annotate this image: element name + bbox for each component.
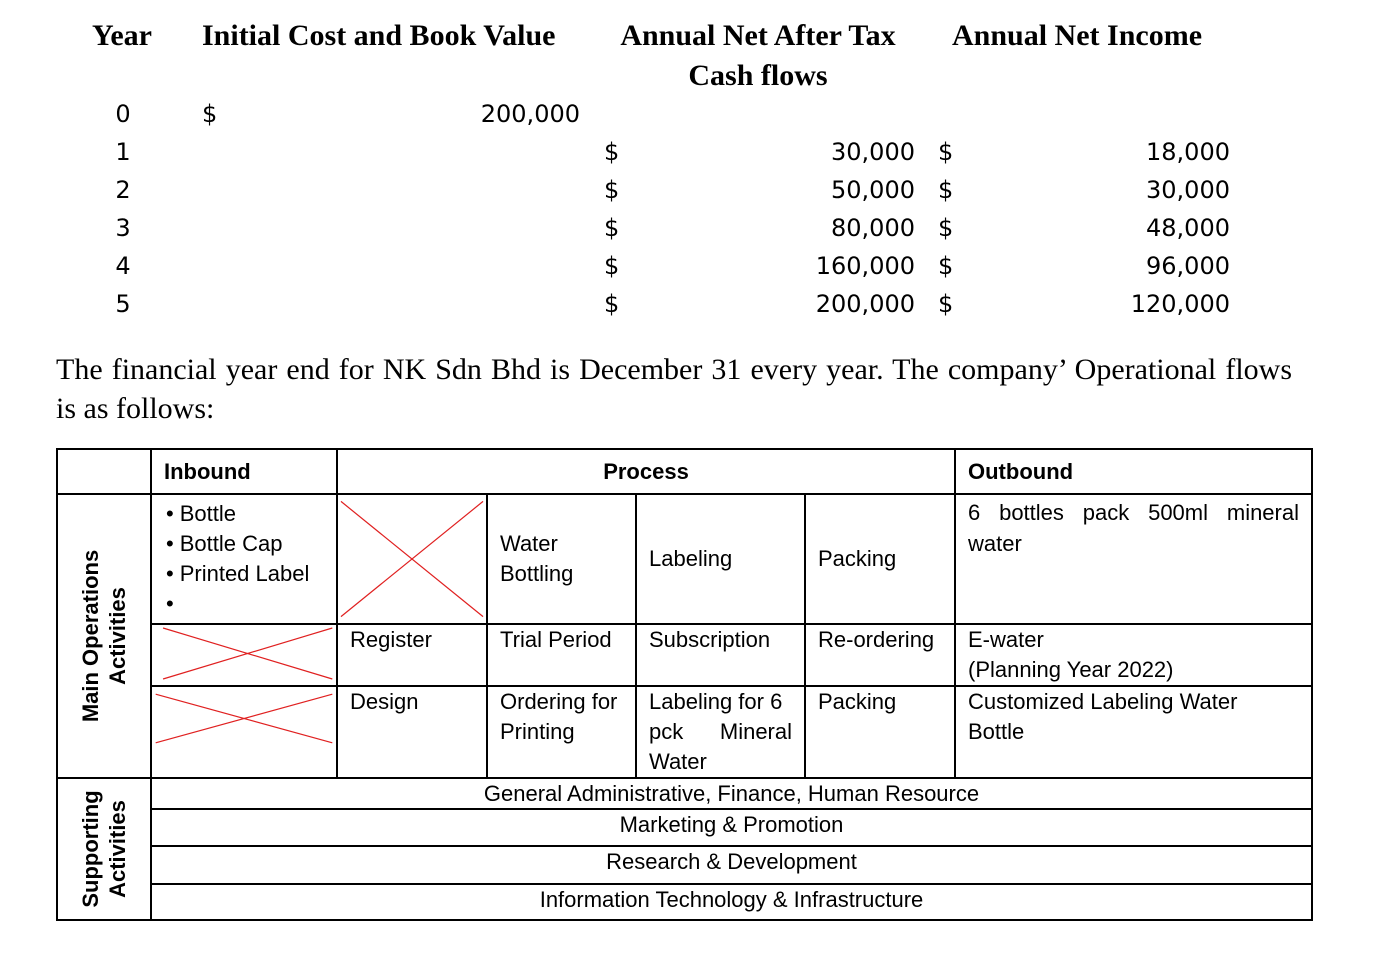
- header-after-tax-line1: Annual Net After Tax: [620, 19, 896, 52]
- year-cell: 5: [115, 290, 131, 318]
- supporting-label-line1: Supporting: [78, 790, 103, 908]
- main-row-1: [57, 494, 1312, 624]
- step-design: Design: [337, 686, 487, 778]
- cash-flow-value: 160,000: [815, 252, 915, 280]
- inbound-items-cell: [151, 494, 337, 624]
- supporting-activity: Marketing & Promotion: [151, 809, 1312, 846]
- outbound-e-water-line1: E-water: [968, 627, 1044, 652]
- year-cell: 0: [115, 100, 131, 128]
- step-labeling-6-pack: [636, 686, 805, 778]
- dollar-sign: $: [938, 290, 954, 318]
- year-cell: 2: [115, 176, 131, 204]
- net-income-value: 96,000: [1146, 252, 1230, 280]
- outbound-mineral-water: 6 bottles pack 500ml mineral water: [955, 494, 1312, 624]
- operational-flows-paragraph: The financial year end for NK Sdn Bhd is December 31 every year. The company’ Operational flows is as follows:: [56, 353, 1292, 425]
- step-register: Register: [337, 624, 487, 686]
- main-row-3: [57, 686, 1312, 778]
- cash-flow-value: 80,000: [831, 214, 915, 242]
- dollar-sign: $: [938, 138, 954, 166]
- supporting-activities-label: [77, 790, 131, 907]
- outbound-header: Outbound: [955, 449, 1312, 494]
- dollar-sign: $: [604, 138, 620, 166]
- value-chain-table: [56, 448, 1313, 921]
- step-packing: Packing: [805, 494, 955, 624]
- crossed-out-cell: [337, 494, 487, 624]
- main-label-line1: Main Operations: [78, 549, 103, 723]
- inbound-list: [156, 499, 324, 619]
- inbound-item: • Bottle: [166, 499, 324, 529]
- dollar-sign: $: [202, 100, 218, 128]
- step-labeling-line3: Water: [649, 749, 707, 774]
- main-operations-label: [77, 550, 131, 722]
- step-re-ordering: Re-ordering: [805, 624, 955, 686]
- supporting-row: [57, 809, 1312, 846]
- red-cross-mark: [152, 625, 336, 685]
- header-year: Year: [92, 19, 152, 52]
- dollar-sign: $: [938, 214, 954, 242]
- inbound-item: [166, 589, 324, 619]
- inbound-item: • Printed Label: [166, 559, 324, 589]
- header-row: [57, 449, 1312, 494]
- header-after-tax-line2: Cash flows: [688, 59, 828, 92]
- year-cell: 4: [115, 252, 131, 280]
- cash-flow-value: 200,000: [815, 290, 915, 318]
- main-label-line2: Activities: [105, 587, 130, 685]
- supporting-row: [57, 778, 1312, 809]
- outbound-e-water: [955, 624, 1312, 686]
- step-water-bottling: Water Bottling: [487, 494, 636, 624]
- cash-flow-value: 30,000: [831, 138, 915, 166]
- header-net-income: Annual Net Income: [952, 19, 1203, 52]
- initial-cost-value: 200,000: [480, 100, 580, 128]
- red-cross-mark: [152, 687, 336, 777]
- dollar-sign: $: [604, 252, 620, 280]
- supporting-activities-label-cell: [57, 778, 151, 920]
- step-labeling-line1: Labeling for 6: [649, 689, 783, 714]
- main-operations-label-cell: [57, 494, 151, 778]
- net-income-value: 48,000: [1146, 214, 1230, 242]
- crossed-out-cell: [151, 624, 337, 686]
- crossed-out-cell: [151, 686, 337, 778]
- step-packing: Packing: [805, 686, 955, 778]
- net-income-value: 120,000: [1130, 290, 1230, 318]
- inbound-item: • Bottle Cap: [166, 529, 324, 559]
- step-labeling-line2: pck Mineral: [649, 719, 792, 744]
- main-row-2: [57, 624, 1312, 686]
- header-initial-cost: Initial Cost and Book Value: [202, 19, 556, 52]
- supporting-row: [57, 884, 1312, 920]
- red-cross-mark: [338, 495, 486, 623]
- step-ordering-for-printing: Ordering for Printing: [487, 686, 636, 778]
- step-labeling: Labeling: [636, 494, 805, 624]
- dollar-sign: $: [938, 252, 954, 280]
- inbound-header: Inbound: [151, 449, 337, 494]
- supporting-label-line2: Activities: [105, 800, 130, 898]
- year-cell: 1: [115, 138, 131, 166]
- year-cell: 3: [115, 214, 131, 242]
- dollar-sign: $: [604, 214, 620, 242]
- dollar-sign: $: [604, 290, 620, 318]
- net-income-value: 18,000: [1146, 138, 1230, 166]
- dollar-sign: $: [938, 176, 954, 204]
- outbound-customized-bottle: Customized Labeling Water Bottle: [955, 686, 1312, 778]
- step-subscription: Subscription: [636, 624, 805, 686]
- dollar-sign: $: [604, 176, 620, 204]
- outbound-e-water-line2: (Planning Year 2022): [968, 657, 1174, 682]
- supporting-activity: Information Technology & Infrastructure: [151, 884, 1312, 920]
- step-trial-period: Trial Period: [487, 624, 636, 686]
- supporting-row: [57, 846, 1312, 884]
- corner-cell: [57, 449, 151, 494]
- cash-flow-value: 50,000: [831, 176, 915, 204]
- supporting-activity: General Administrative, Finance, Human Resource: [151, 778, 1312, 809]
- header-after-tax-cash-flows: [600, 16, 916, 96]
- process-header: Process: [337, 449, 955, 494]
- supporting-activity: Research & Development: [151, 846, 1312, 884]
- net-income-value: 30,000: [1146, 176, 1230, 204]
